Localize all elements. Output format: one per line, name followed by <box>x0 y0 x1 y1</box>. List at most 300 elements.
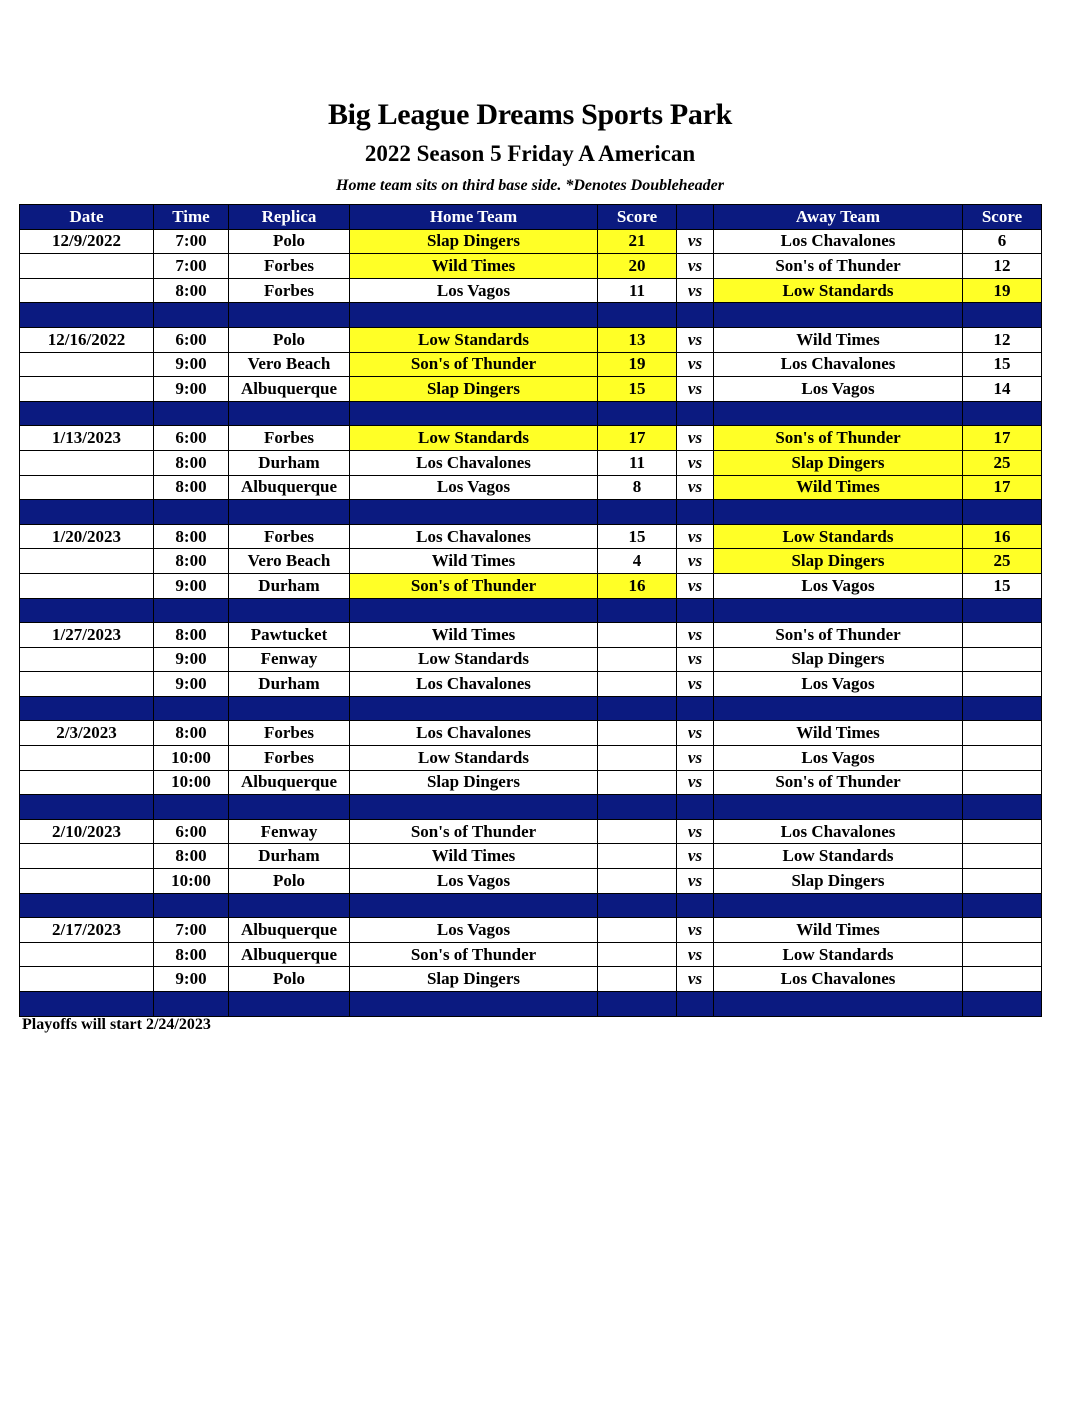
replica-cell: Pawtucket <box>229 623 350 648</box>
home-team-cell: Low Standards <box>350 426 598 451</box>
replica-cell: Vero Beach <box>229 352 350 377</box>
separator-cell <box>677 795 714 820</box>
replica-cell: Albuquerque <box>229 770 350 795</box>
table-row <box>20 770 1042 795</box>
separator-cell <box>350 992 598 1017</box>
time-cell: 6:00 <box>154 819 229 844</box>
separator-cell <box>154 598 229 623</box>
away-score-cell: 15 <box>963 352 1042 377</box>
header-home-team: Home Team <box>350 205 598 230</box>
time-cell: 8:00 <box>154 623 229 648</box>
separator-cell <box>677 401 714 426</box>
date-cell <box>20 450 154 475</box>
separator-cell <box>714 598 963 623</box>
separator-cell <box>20 992 154 1017</box>
home-score-cell <box>598 967 677 992</box>
home-score-cell <box>598 746 677 771</box>
away-team-cell: Low Standards <box>714 844 963 869</box>
replica-cell: Forbes <box>229 524 350 549</box>
vs-cell: vs <box>677 278 714 303</box>
separator-row <box>20 992 1042 1017</box>
separator-row <box>20 795 1042 820</box>
date-cell <box>20 254 154 279</box>
date-cell <box>20 549 154 574</box>
time-cell: 8:00 <box>154 475 229 500</box>
vs-cell: vs <box>677 918 714 943</box>
time-cell: 8:00 <box>154 278 229 303</box>
date-cell <box>20 672 154 697</box>
separator-row <box>20 598 1042 623</box>
separator-cell <box>714 401 963 426</box>
separator-cell <box>598 401 677 426</box>
vs-cell: vs <box>677 377 714 402</box>
schedule-table <box>19 204 1042 1017</box>
home-score-cell <box>598 721 677 746</box>
replica-cell: Vero Beach <box>229 549 350 574</box>
separator-cell <box>714 795 963 820</box>
home-team-cell: Low Standards <box>350 647 598 672</box>
replica-cell: Durham <box>229 672 350 697</box>
home-team-cell: Los Vagos <box>350 918 598 943</box>
schedule-note: Home team sits on third base side. *Denotes Doubleheader <box>336 177 724 194</box>
vs-cell: vs <box>677 721 714 746</box>
home-team-cell: Los Chavalones <box>350 721 598 746</box>
date-cell <box>20 942 154 967</box>
separator-cell <box>350 795 598 820</box>
table-row <box>20 524 1042 549</box>
separator-cell <box>598 303 677 328</box>
home-team-cell: Slap Dingers <box>350 967 598 992</box>
home-team-cell: Son's of Thunder <box>350 819 598 844</box>
away-score-cell: 14 <box>963 377 1042 402</box>
table-row <box>20 377 1042 402</box>
separator-cell <box>677 303 714 328</box>
replica-cell: Albuquerque <box>229 377 350 402</box>
away-score-cell <box>963 770 1042 795</box>
home-score-cell <box>598 918 677 943</box>
replica-cell: Polo <box>229 967 350 992</box>
header-date: Date <box>20 205 154 230</box>
page-subtitle: 2022 Season 5 Friday A American <box>364 141 696 166</box>
separator-row <box>20 401 1042 426</box>
separator-cell <box>350 401 598 426</box>
replica-cell: Durham <box>229 573 350 598</box>
separator-cell <box>229 696 350 721</box>
away-team-cell: Son's of Thunder <box>714 254 963 279</box>
home-score-cell <box>598 647 677 672</box>
vs-cell: vs <box>677 254 714 279</box>
away-score-cell <box>963 844 1042 869</box>
home-score-cell: 17 <box>598 426 677 451</box>
away-score-cell <box>963 918 1042 943</box>
home-team-cell: Los Chavalones <box>350 450 598 475</box>
header-home-score: Score <box>598 205 677 230</box>
table-row <box>20 327 1042 352</box>
home-team-cell: Los Vagos <box>350 278 598 303</box>
away-team-cell: Son's of Thunder <box>714 770 963 795</box>
header-replica: Replica <box>229 205 350 230</box>
separator-cell <box>229 992 350 1017</box>
separator-cell <box>598 795 677 820</box>
schedule-body <box>20 229 1042 1016</box>
time-cell: 9:00 <box>154 573 229 598</box>
separator-cell <box>598 500 677 525</box>
replica-cell: Durham <box>229 450 350 475</box>
time-cell: 6:00 <box>154 426 229 451</box>
away-team-cell: Wild Times <box>714 475 963 500</box>
vs-cell: vs <box>677 450 714 475</box>
home-score-cell: 19 <box>598 352 677 377</box>
away-team-cell: Wild Times <box>714 721 963 746</box>
away-score-cell: 6 <box>963 229 1042 254</box>
replica-cell: Albuquerque <box>229 918 350 943</box>
away-team-cell: Son's of Thunder <box>714 426 963 451</box>
replica-cell: Forbes <box>229 746 350 771</box>
table-row <box>20 426 1042 451</box>
separator-cell <box>963 893 1042 918</box>
header-away-team: Away Team <box>714 205 963 230</box>
separator-cell <box>677 893 714 918</box>
replica-cell: Polo <box>229 327 350 352</box>
separator-cell <box>963 696 1042 721</box>
home-score-cell <box>598 672 677 697</box>
date-cell: 12/9/2022 <box>20 229 154 254</box>
date-cell: 1/20/2023 <box>20 524 154 549</box>
vs-cell: vs <box>677 475 714 500</box>
date-cell <box>20 278 154 303</box>
separator-cell <box>20 795 154 820</box>
separator-cell <box>229 598 350 623</box>
away-score-cell <box>963 647 1042 672</box>
vs-cell: vs <box>677 327 714 352</box>
separator-cell <box>963 598 1042 623</box>
home-score-cell: 15 <box>598 377 677 402</box>
vs-cell: vs <box>677 573 714 598</box>
table-row <box>20 746 1042 771</box>
separator-cell <box>714 893 963 918</box>
vs-cell: vs <box>677 623 714 648</box>
home-score-cell <box>598 623 677 648</box>
home-score-cell: 4 <box>598 549 677 574</box>
table-row <box>20 549 1042 574</box>
table-row <box>20 844 1042 869</box>
table-row <box>20 918 1042 943</box>
separator-cell <box>154 696 229 721</box>
date-cell: 2/3/2023 <box>20 721 154 746</box>
away-team-cell: Los Chavalones <box>714 229 963 254</box>
separator-cell <box>20 500 154 525</box>
replica-cell: Polo <box>229 229 350 254</box>
away-score-cell: 25 <box>963 450 1042 475</box>
date-cell: 12/16/2022 <box>20 327 154 352</box>
away-team-cell: Los Chavalones <box>714 352 963 377</box>
table-row <box>20 573 1042 598</box>
home-score-cell <box>598 770 677 795</box>
home-team-cell: Los Vagos <box>350 475 598 500</box>
vs-cell: vs <box>677 426 714 451</box>
home-score-cell: 16 <box>598 573 677 598</box>
date-cell <box>20 573 154 598</box>
separator-cell <box>598 598 677 623</box>
replica-cell: Forbes <box>229 278 350 303</box>
replica-cell: Durham <box>229 844 350 869</box>
separator-cell <box>229 893 350 918</box>
separator-cell <box>963 401 1042 426</box>
table-row <box>20 623 1042 648</box>
time-cell: 8:00 <box>154 721 229 746</box>
home-score-cell <box>598 844 677 869</box>
home-score-cell: 11 <box>598 450 677 475</box>
vs-cell: vs <box>677 967 714 992</box>
time-cell: 7:00 <box>154 254 229 279</box>
date-cell <box>20 770 154 795</box>
separator-cell <box>963 500 1042 525</box>
separator-cell <box>20 893 154 918</box>
away-team-cell: Son's of Thunder <box>714 623 963 648</box>
separator-cell <box>154 893 229 918</box>
date-cell <box>20 967 154 992</box>
away-score-cell: 17 <box>963 475 1042 500</box>
time-cell: 7:00 <box>154 918 229 943</box>
separator-cell <box>20 303 154 328</box>
separator-row <box>20 303 1042 328</box>
date-cell: 1/13/2023 <box>20 426 154 451</box>
separator-cell <box>350 303 598 328</box>
date-cell <box>20 844 154 869</box>
away-score-cell <box>963 623 1042 648</box>
home-team-cell: Slap Dingers <box>350 770 598 795</box>
table-row <box>20 475 1042 500</box>
date-cell <box>20 475 154 500</box>
time-cell: 10:00 <box>154 746 229 771</box>
separator-row <box>20 893 1042 918</box>
table-row <box>20 967 1042 992</box>
header-away-score: Score <box>963 205 1042 230</box>
home-team-cell: Wild Times <box>350 623 598 648</box>
home-score-cell: 13 <box>598 327 677 352</box>
away-team-cell: Wild Times <box>714 918 963 943</box>
vs-cell: vs <box>677 229 714 254</box>
separator-row <box>20 500 1042 525</box>
table-row <box>20 672 1042 697</box>
separator-cell <box>20 696 154 721</box>
separator-cell <box>714 696 963 721</box>
away-score-cell: 12 <box>963 254 1042 279</box>
replica-cell: Fenway <box>229 819 350 844</box>
playoffs-note: Playoffs will start 2/24/2023 <box>22 1016 211 1033</box>
time-cell: 8:00 <box>154 942 229 967</box>
vs-cell: vs <box>677 524 714 549</box>
away-team-cell: Los Vagos <box>714 746 963 771</box>
vs-cell: vs <box>677 647 714 672</box>
home-team-cell: Son's of Thunder <box>350 942 598 967</box>
date-cell <box>20 869 154 894</box>
away-team-cell: Low Standards <box>714 278 963 303</box>
home-team-cell: Low Standards <box>350 746 598 771</box>
home-team-cell: Los Vagos <box>350 869 598 894</box>
away-team-cell: Slap Dingers <box>714 450 963 475</box>
date-cell: 2/17/2023 <box>20 918 154 943</box>
separator-cell <box>714 500 963 525</box>
vs-cell: vs <box>677 942 714 967</box>
separator-cell <box>963 992 1042 1017</box>
replica-cell: Forbes <box>229 721 350 746</box>
separator-cell <box>677 696 714 721</box>
time-cell: 10:00 <box>154 770 229 795</box>
separator-cell <box>677 992 714 1017</box>
away-team-cell: Low Standards <box>714 524 963 549</box>
date-cell <box>20 352 154 377</box>
away-score-cell: 15 <box>963 573 1042 598</box>
separator-cell <box>154 303 229 328</box>
replica-cell: Polo <box>229 869 350 894</box>
separator-cell <box>154 401 229 426</box>
home-team-cell: Son's of Thunder <box>350 352 598 377</box>
away-score-cell <box>963 967 1042 992</box>
away-score-cell: 16 <box>963 524 1042 549</box>
replica-cell: Forbes <box>229 254 350 279</box>
vs-cell: vs <box>677 746 714 771</box>
away-score-cell: 17 <box>963 426 1042 451</box>
table-row <box>20 647 1042 672</box>
vs-cell: vs <box>677 352 714 377</box>
home-score-cell <box>598 869 677 894</box>
away-score-cell <box>963 869 1042 894</box>
table-row <box>20 869 1042 894</box>
time-cell: 8:00 <box>154 450 229 475</box>
header-vs <box>677 205 714 230</box>
away-score-cell <box>963 721 1042 746</box>
replica-cell: Albuquerque <box>229 942 350 967</box>
away-team-cell: Wild Times <box>714 327 963 352</box>
away-score-cell: 25 <box>963 549 1042 574</box>
replica-cell: Fenway <box>229 647 350 672</box>
table-row <box>20 942 1042 967</box>
home-team-cell: Wild Times <box>350 549 598 574</box>
date-cell <box>20 647 154 672</box>
header-time: Time <box>154 205 229 230</box>
home-team-cell: Los Chavalones <box>350 672 598 697</box>
vs-cell: vs <box>677 672 714 697</box>
time-cell: 9:00 <box>154 967 229 992</box>
separator-row <box>20 696 1042 721</box>
away-score-cell <box>963 942 1042 967</box>
time-cell: 6:00 <box>154 327 229 352</box>
home-team-cell: Slap Dingers <box>350 377 598 402</box>
separator-cell <box>714 303 963 328</box>
separator-cell <box>963 795 1042 820</box>
away-score-cell <box>963 819 1042 844</box>
separator-cell <box>229 401 350 426</box>
separator-cell <box>677 598 714 623</box>
table-row <box>20 352 1042 377</box>
away-team-cell: Slap Dingers <box>714 869 963 894</box>
time-cell: 8:00 <box>154 844 229 869</box>
time-cell: 7:00 <box>154 229 229 254</box>
away-team-cell: Los Vagos <box>714 573 963 598</box>
vs-cell: vs <box>677 549 714 574</box>
replica-cell: Forbes <box>229 426 350 451</box>
separator-cell <box>677 500 714 525</box>
home-score-cell <box>598 942 677 967</box>
date-cell: 1/27/2023 <box>20 623 154 648</box>
separator-cell <box>350 500 598 525</box>
separator-cell <box>598 893 677 918</box>
separator-cell <box>350 598 598 623</box>
time-cell: 9:00 <box>154 647 229 672</box>
time-cell: 8:00 <box>154 549 229 574</box>
home-score-cell: 21 <box>598 229 677 254</box>
time-cell: 8:00 <box>154 524 229 549</box>
separator-cell <box>154 500 229 525</box>
away-score-cell: 19 <box>963 278 1042 303</box>
separator-cell <box>963 303 1042 328</box>
vs-cell: vs <box>677 844 714 869</box>
separator-cell <box>154 795 229 820</box>
separator-cell <box>350 696 598 721</box>
vs-cell: vs <box>677 819 714 844</box>
away-score-cell: 12 <box>963 327 1042 352</box>
home-team-cell: Wild Times <box>350 844 598 869</box>
date-cell: 2/10/2023 <box>20 819 154 844</box>
home-team-cell: Low Standards <box>350 327 598 352</box>
time-cell: 9:00 <box>154 377 229 402</box>
away-score-cell <box>963 672 1042 697</box>
separator-cell <box>714 992 963 1017</box>
table-row <box>20 254 1042 279</box>
away-team-cell: Los Chavalones <box>714 967 963 992</box>
home-team-cell: Wild Times <box>350 254 598 279</box>
away-team-cell: Slap Dingers <box>714 549 963 574</box>
separator-cell <box>20 401 154 426</box>
home-score-cell: 11 <box>598 278 677 303</box>
table-row <box>20 450 1042 475</box>
table-row <box>20 819 1042 844</box>
separator-cell <box>20 598 154 623</box>
away-team-cell: Low Standards <box>714 942 963 967</box>
away-score-cell <box>963 746 1042 771</box>
date-cell <box>20 377 154 402</box>
away-team-cell: Slap Dingers <box>714 647 963 672</box>
home-team-cell: Los Chavalones <box>350 524 598 549</box>
time-cell: 9:00 <box>154 352 229 377</box>
table-row <box>20 229 1042 254</box>
vs-cell: vs <box>677 770 714 795</box>
home-score-cell <box>598 819 677 844</box>
separator-cell <box>229 500 350 525</box>
vs-cell: vs <box>677 869 714 894</box>
away-team-cell: Los Chavalones <box>714 819 963 844</box>
time-cell: 10:00 <box>154 869 229 894</box>
separator-cell <box>598 992 677 1017</box>
separator-cell <box>350 893 598 918</box>
home-team-cell: Son's of Thunder <box>350 573 598 598</box>
separator-cell <box>229 303 350 328</box>
home-score-cell: 20 <box>598 254 677 279</box>
page-title: Big League Dreams Sports Park <box>327 98 733 131</box>
away-team-cell: Los Vagos <box>714 377 963 402</box>
separator-cell <box>229 795 350 820</box>
home-score-cell: 8 <box>598 475 677 500</box>
away-team-cell: Los Vagos <box>714 672 963 697</box>
table-row <box>20 278 1042 303</box>
replica-cell: Albuquerque <box>229 475 350 500</box>
separator-cell <box>154 992 229 1017</box>
header-row <box>20 205 1042 230</box>
time-cell: 9:00 <box>154 672 229 697</box>
home-score-cell: 15 <box>598 524 677 549</box>
date-cell <box>20 746 154 771</box>
